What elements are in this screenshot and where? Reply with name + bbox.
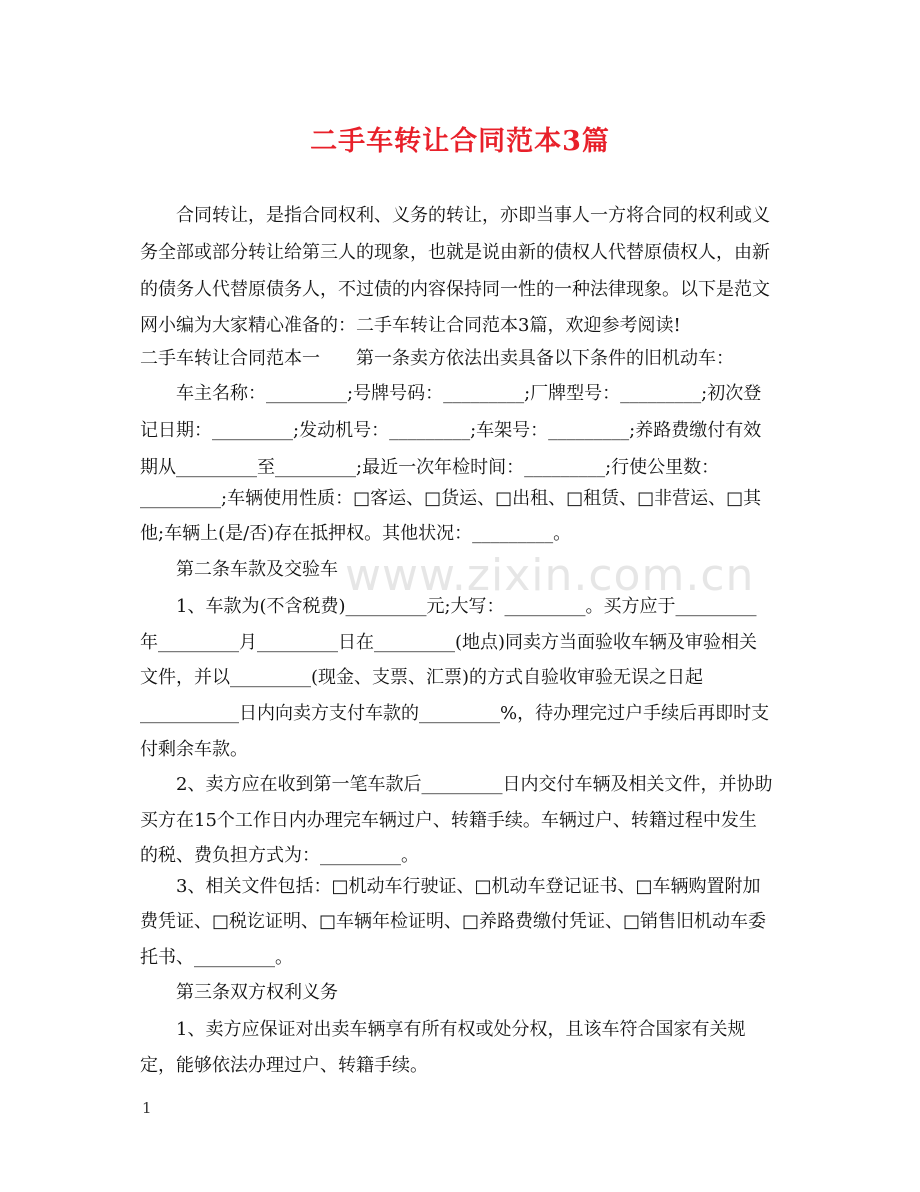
paragraph-line: 3、相关文件包括：□机动车行驶证、□机动车登记证书、□车辆购置附加: [140, 876, 761, 897]
paragraph-line: 费凭证、□税讫证明、□车辆年检证明、□养路费缴付凭证、□销售旧机动车委: [140, 911, 767, 932]
clause-heading: 第三条双方权利义务: [140, 982, 338, 1003]
paragraph-line: 记日期：_________;发动机号：_________;车架号：_________;养路费缴付有效: [140, 420, 762, 441]
paragraph-line: 网小编为大家精心准备的：二手车转让合同范本3篇，欢迎参考阅读!: [140, 315, 681, 336]
paragraph-line: 1、车款为(不含税费)_________元;大写：_________。买方应于_________: [140, 596, 757, 617]
section-heading-line: 二手车转让合同范本一 第一条卖方依法出卖具备以下条件的旧机动车：: [140, 348, 734, 369]
paragraph-line: 2、卖方应在收到第一笔车款后_________日内交付车辆及相关文件，并协助: [140, 774, 773, 795]
page-number: 1: [142, 1099, 152, 1117]
paragraph-line: 合同转让，是指合同权利、义务的转让，亦即当事人一方将合同的权利或义: [140, 205, 770, 226]
watermark: www.zixin.com.cn: [345, 550, 755, 601]
paragraph-line: 年_________月_________日在_________(地点)同卖方当面验收车辆及审验相关: [140, 632, 758, 653]
document-title: 二手车转让合同范本3篇: [310, 126, 610, 157]
paragraph-line: 期从_________至_________;最近一次年检时间：_________;行使公里数：: [140, 457, 720, 478]
paragraph-line: 付剩余车款。: [140, 739, 248, 760]
paragraph-line: 他;车辆上(是/否)存在抵押权。其他状况：_________。: [140, 523, 572, 544]
paragraph-line: 务全部或部分转让给第三人的现象，也就是说由新的债权人代替原债权人，由新: [140, 242, 770, 263]
clause-heading: 第二条车款及交验车: [140, 559, 338, 580]
paragraph-line: 车主名称：_________;号牌号码：_________;厂牌型号：_________;初次登: [140, 383, 762, 404]
paragraph-line: ___________日内向卖方支付车款的_________%，待办理完过户手续后再即时支: [140, 703, 770, 724]
paragraph-line: 买方在15个工作日内办理完车辆过户、转籍手续。车辆过户、转籍过程中发生: [140, 810, 757, 831]
paragraph-line: 文件，并以_________(现金、支票、汇票)的方式自验收审验无误之日起: [140, 667, 704, 688]
paragraph-line: _________;车辆使用性质：□客运、□货运、□出租、□租赁、□非营运、□其: [140, 488, 762, 509]
paragraph-line: 定，能够依法办理过户、转籍手续。: [140, 1055, 428, 1076]
paragraph-line: 的债务人代替原债务人，不过债的内容保持同一性的一种法律现象。以下是范文: [140, 279, 770, 300]
paragraph-line: 的税、费负担方式为：_________。: [140, 845, 419, 866]
paragraph-line: 1、卖方应保证对出卖车辆享有所有权或处分权，且该车符合国家有关规: [140, 1019, 746, 1040]
paragraph-line: 托书、_________。: [140, 947, 293, 968]
